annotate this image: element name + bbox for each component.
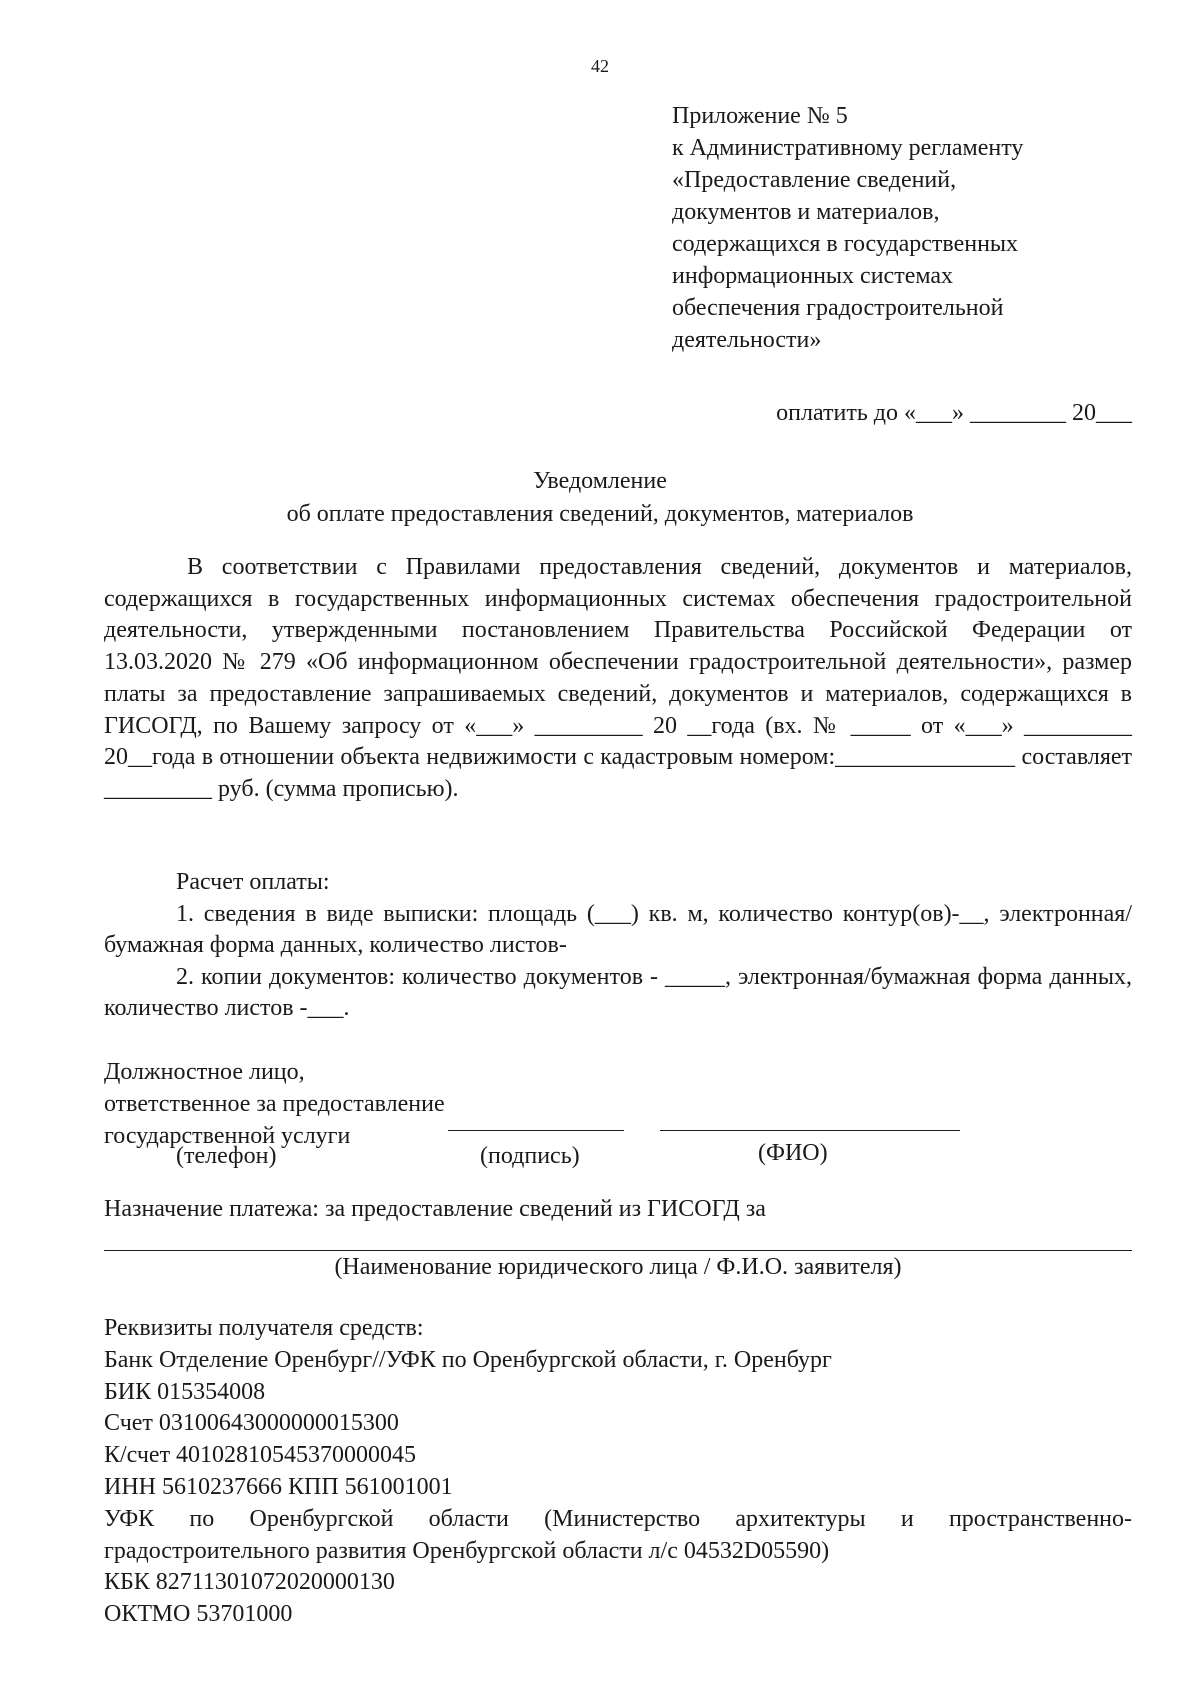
requisites-oktmo: ОКТМО 53701000	[104, 1601, 293, 1628]
calculation-item-1: 1. сведения в виде выписки: площадь (___) кв. м, количество контур(ов)-__, электронная/бумажная форма данных, количество листов-	[104, 900, 1132, 958]
body-text	[104, 552, 1132, 806]
signature-line	[448, 1130, 624, 1131]
page-number: 42	[591, 56, 609, 76]
name-line	[660, 1130, 960, 1131]
requisites-bank: Банк Отделение Оренбург//УФК по Оренбургской области, г. Оренбург	[104, 1346, 832, 1373]
appendix-line: документов и материалов,	[672, 199, 940, 225]
calculation-heading: Расчет оплаты:	[176, 869, 330, 895]
appendix-header	[672, 100, 1132, 356]
requisites-bik: БИК 015354008	[104, 1378, 266, 1405]
appendix-line: к Административному регламенту	[672, 135, 1024, 161]
phone-label: (телефон)	[176, 1143, 277, 1169]
recipient-requisites	[104, 1313, 1132, 1631]
appendix-line: «Предоставление сведений,	[672, 167, 957, 193]
requisites-account: Счет 03100643000000015300	[104, 1410, 399, 1437]
official-block	[104, 1056, 445, 1152]
calculation-item-2: 2. копии документов: количество документов - _____, электронная/бумажная форма данных, количество листов -___.	[104, 963, 1132, 1021]
requisites-corr-account: К/счет 40102810545370000045	[104, 1442, 417, 1469]
appendix-line: Приложение № 5	[672, 103, 848, 129]
pay-due-date: оплатить до «___» ________ 20___	[776, 400, 1132, 426]
payment-calculation	[104, 867, 1132, 1025]
body-paragraph: В соответствии с Правилами предоставления сведений, документов и материалов, содержащихся в государственных информационных системах обеспечения градостроительной деятельности, утвержденными постановлением Правительства Российской Федерации от 13.03.2020 № 279 «Об информационном обеспечении градостроительной деятельности», размер платы за предоставление запрашиваемых сведений, документов и материалов, содержащихся в ГИСОГД, по Вашему запросу от «___» _________ 20 __года (вх. № _____ от «___» _________ 20__года в отношении объекта недвижимости с кадастровым номером:_______________ составляет _________ руб. (сумма прописью).	[104, 554, 1132, 802]
requisites-inn-kpp: ИНН 5610237666 КПП 561001001	[104, 1473, 453, 1500]
appendix-line: информационных системах	[672, 263, 954, 289]
requisites-kbk: КБК 82711301072020000130	[104, 1569, 395, 1596]
requisites-heading: Реквизиты получателя средств:	[104, 1315, 424, 1341]
appendix-line: содержащихся в государственных	[672, 231, 1019, 257]
appendix-line: деятельности»	[672, 327, 822, 353]
name-label: (ФИО)	[758, 1140, 828, 1166]
appendix-line: обеспечения градостроительной	[672, 295, 1004, 321]
document-subtitle: об оплате предоставления сведений, документов, материалов	[286, 501, 914, 527]
document-title: Уведомление	[533, 468, 667, 494]
payer-name-line	[104, 1250, 1132, 1251]
official-line: государственной услуги	[104, 1123, 351, 1149]
requisites-ufk: УФК по Оренбургской области (Министерство архитектуры и пространственно-градостроительного развития Оренбургской области л/с 04532D05590)	[104, 1505, 1132, 1564]
official-line: Должностное лицо,	[104, 1059, 305, 1085]
signature-label: (подпись)	[480, 1143, 580, 1169]
official-line: ответственное за предоставление	[104, 1091, 445, 1117]
payer-name-caption: (Наименование юридического лица / Ф.И.О. заявителя)	[334, 1254, 902, 1280]
payment-purpose: Назначение платежа: за предоставление сведений из ГИСОГД за	[104, 1196, 766, 1222]
